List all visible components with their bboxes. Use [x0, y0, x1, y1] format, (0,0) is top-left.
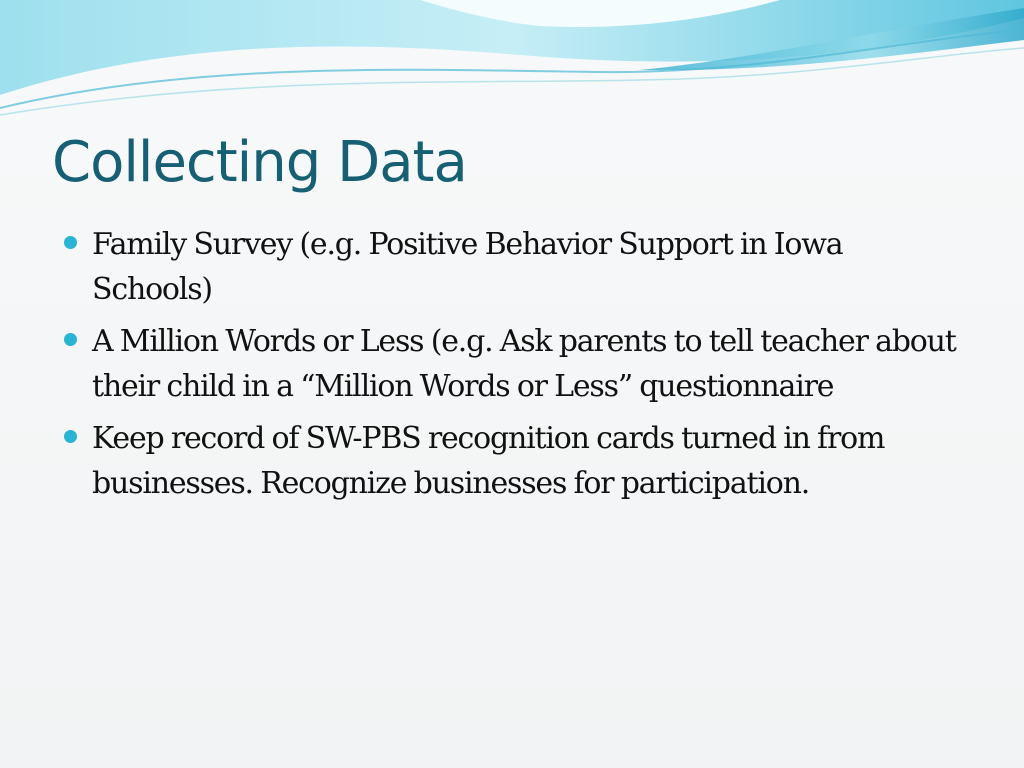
bullet-text: A Million Words or Less (e.g. Ask parents to tell teacher about their child in a “Million Words or Less” questionnaire	[92, 324, 956, 404]
bullet-list	[60, 222, 960, 513]
bullet-item-million-words	[60, 319, 960, 409]
bullet-text: Keep record of SW-PBS recognition cards turned in from businesses. Recognize businesses for participation.	[92, 421, 885, 501]
bullet-item-recognition-cards	[60, 416, 960, 506]
bullet-text: Family Survey (e.g. Positive Behavior Support in Iowa Schools)	[92, 227, 843, 307]
header-wave-decoration	[0, 0, 1024, 130]
bullet-dot-icon	[64, 333, 77, 346]
bullet-dot-icon	[64, 236, 77, 249]
bullet-dot-icon	[64, 430, 77, 443]
slide-title: Collecting Data	[52, 130, 467, 195]
bullet-item-family-survey	[60, 222, 960, 312]
